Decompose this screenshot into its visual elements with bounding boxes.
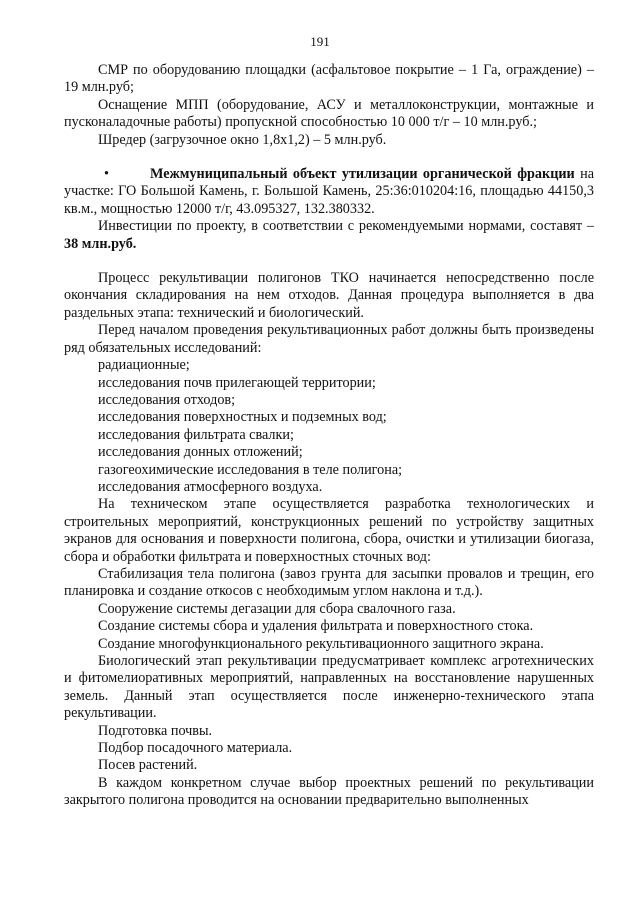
page-number: 191: [310, 34, 330, 49]
list-item: исследования атмосферного воздуха.: [98, 478, 323, 495]
page-content: [64, 62, 594, 810]
paragraph-sowing: Посев растений.: [98, 757, 198, 774]
bullet-text: на участке: ГО Большой Камень, г. Большой Камень, 25:36:010204:16, площадью 44150,3 кв.м., мощностью 12000 т/г, 43.095327, 132.380332.: [64, 166, 594, 217]
bullet-title: Межмуниципальный объект утилизации органической фракции: [150, 166, 575, 183]
list-item: исследования отходов;: [98, 391, 236, 408]
paragraph-investment: [64, 218, 594, 253]
list-item: исследования донных отложений;: [98, 444, 303, 461]
paragraph-design-decisions: В каждом конкретном случае выбор проектных решений по рекультивации закрытого полигона проводится на основании предварительно выполненных: [64, 774, 594, 809]
paragraph-mandatory-research: Перед началом проведения рекультивационных работ должны быть произведены ряд обязательных исследований:: [64, 322, 594, 356]
paragraph-protective-screen: Создание многофункционального рекультивационного защитного экрана.: [98, 635, 544, 652]
paragraph-recultivation-process: Процесс рекультивации полигонов ТКО начинается непосредственно после окончания складирования на нем отходов. Данная процедура выполняется в два раздельных этапа: технический и биологический.: [64, 270, 594, 321]
investment-amount: 38 млн.руб.: [64, 235, 137, 252]
paragraph-degassing: Сооружение системы дегазации для сбора свалочного газа.: [98, 600, 456, 617]
list-item: радиационные;: [98, 357, 190, 374]
paragraph-mpp-equipment: Оснащение МПП (оборудование, АСУ и металлоконструкции, монтажные и пусконаладочные работы) пропускной способностью 10 000 т/г – 10 млн.руб.;: [64, 96, 594, 131]
list-item: исследования поверхностных и подземных вод;: [98, 409, 387, 426]
spacer: [64, 149, 594, 166]
bullet-icon: •: [104, 166, 109, 183]
list-item: исследования фильтрата свалки;: [98, 426, 294, 443]
paragraph-shredder: Шредер (загрузочное окно 1,8х1,2) – 5 млн.руб.: [98, 131, 387, 148]
list-item: газогеохимические исследования в теле полигона;: [98, 461, 403, 478]
paragraph-biological-stage: Биологический этап рекультивации предусматривает комплекс агротехнических и фитомелиоративных мероприятий, направленных на восстановление нарушенных земель. Данный этап осуществляется после инженерно-технического этапа рекультивации.: [64, 653, 594, 722]
list-item: исследования почв прилегающей территории;: [98, 374, 376, 391]
paragraph-smr: СМР по оборудованию площадки (асфальтовое покрытие – 1 Га, ограждение) – 19 млн.руб;: [64, 62, 594, 96]
paragraph-stabilization: Стабилизация тела полигона (завоз грунта для засыпки провалов и трещин, его планировка и создание откосов с необходимым углом наклона и т.д.).: [64, 565, 594, 600]
bullet-paragraph-organic-facility: [64, 166, 594, 218]
investment-text: Инвестиции по проекту, в соответствии с рекомендуемыми нормами, составят –: [98, 218, 594, 235]
spacer: [64, 253, 594, 270]
paragraph-soil-preparation: Подготовка почвы.: [98, 722, 213, 739]
paragraph-filtrate-system: Создание системы сбора и удаления фильтрата и поверхностного стока.: [98, 618, 534, 635]
paragraph-planting-material: Подбор посадочного материала.: [98, 740, 293, 757]
paragraph-technical-stage: На техническом этапе осуществляется разработка технологических и строительных мероприятий, конструкционных решений по устройству защитных экранов для основания и поверхности полигона, сбора, очистки и утилизации биогаза, сбора и обработки фильтрата и поверхностных сточных вод:: [64, 496, 594, 565]
